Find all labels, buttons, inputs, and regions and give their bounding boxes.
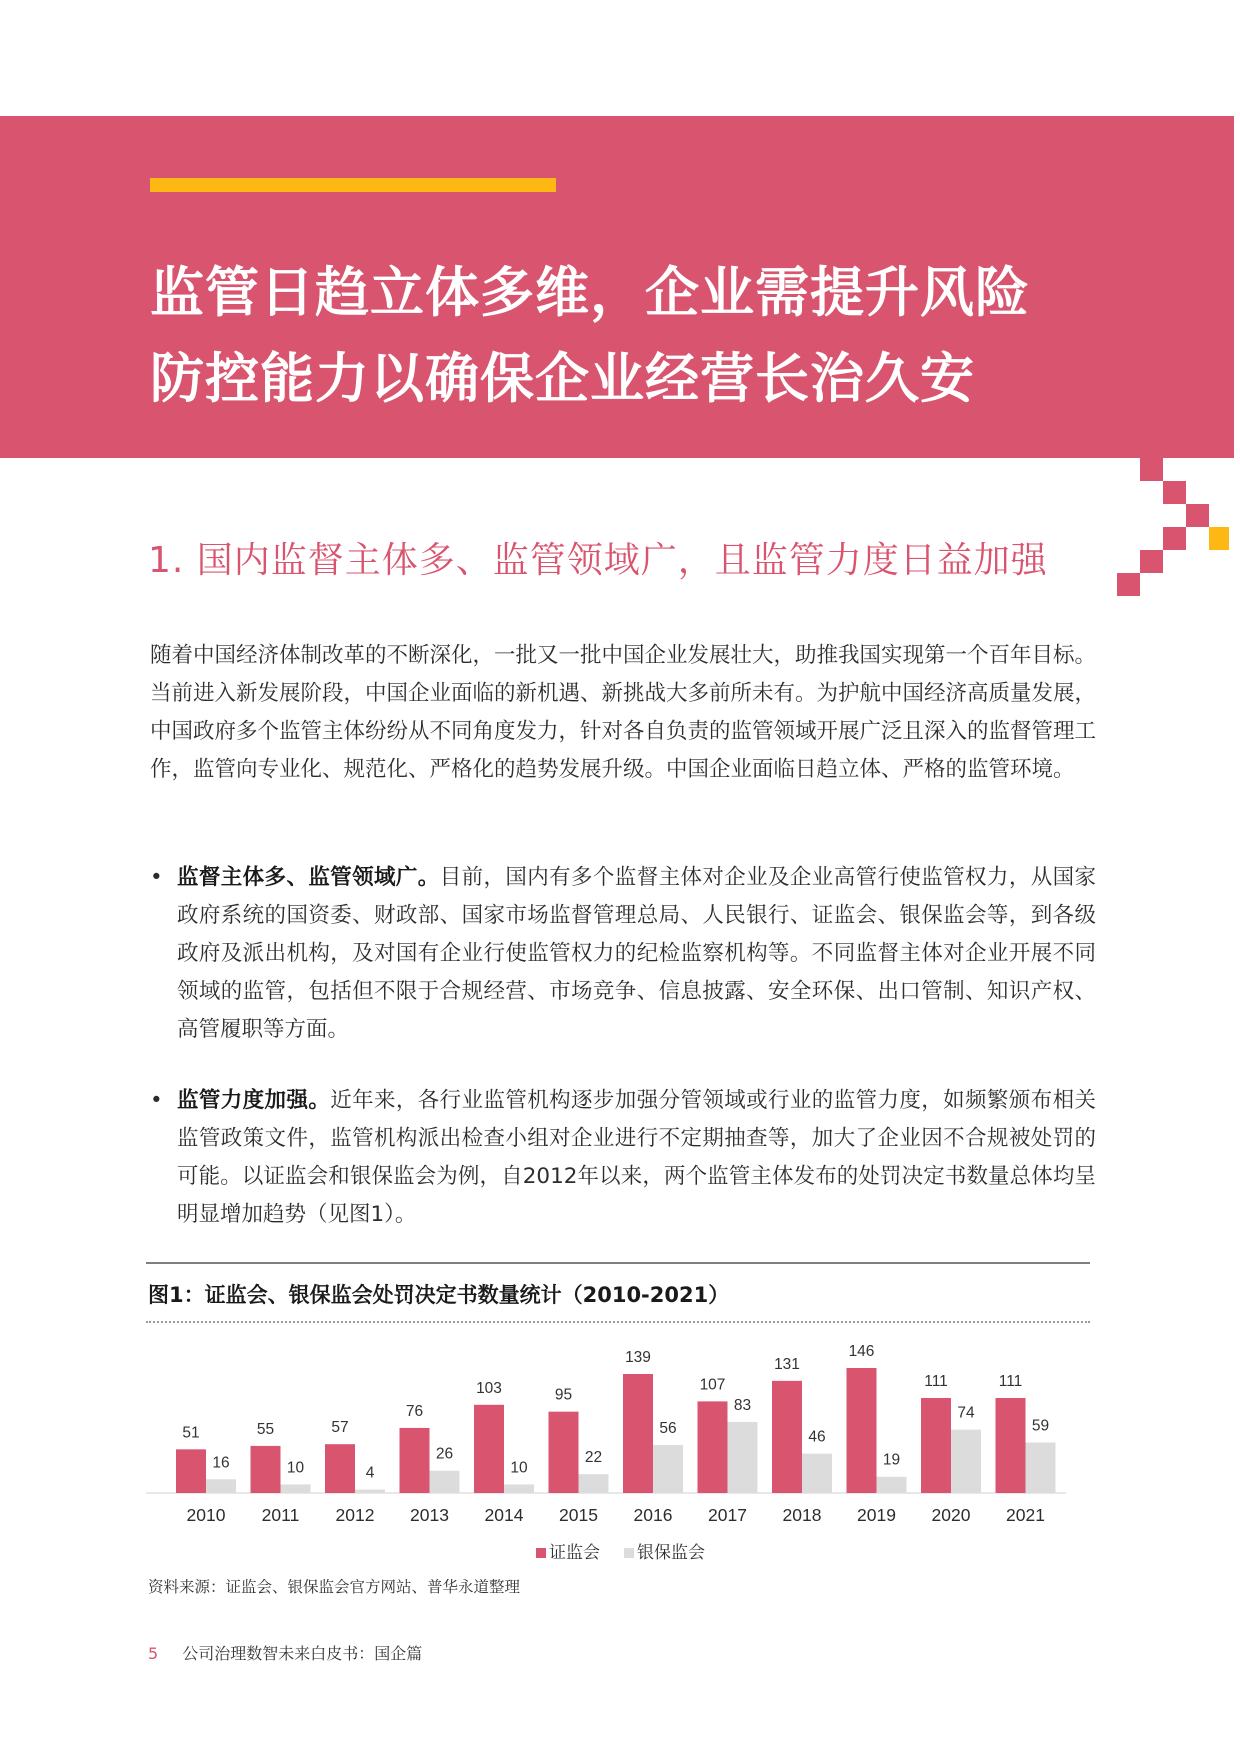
x-tick-label: 2010 — [186, 1505, 226, 1525]
bullet-item — [150, 859, 1096, 1049]
bullet-dot: • — [150, 865, 163, 890]
data-label: 74 — [957, 1404, 975, 1422]
x-tick-label: 2016 — [633, 1505, 673, 1525]
data-label: 57 — [331, 1419, 349, 1437]
data-label: 146 — [848, 1343, 875, 1360]
data-label: 51 — [182, 1424, 200, 1442]
bar-cbirc — [728, 1422, 758, 1493]
x-tick-label: 2013 — [410, 1505, 449, 1525]
legend-label: 证监会 — [549, 1543, 600, 1563]
accent-bar — [150, 178, 556, 192]
page-title-line-1: 监管日趋立体多维，企业需提升风险 — [150, 261, 1030, 324]
legend-swatch — [624, 1548, 634, 1558]
data-label: 103 — [476, 1379, 502, 1397]
data-label: 76 — [405, 1402, 424, 1420]
bar-cbirc — [355, 1490, 385, 1493]
bullet-dot: • — [150, 1088, 163, 1113]
data-label: 46 — [808, 1428, 826, 1446]
bar-cbirc — [802, 1454, 832, 1493]
bar-csrc — [847, 1368, 877, 1493]
data-label: 59 — [1031, 1417, 1050, 1435]
bar-csrc — [549, 1412, 579, 1493]
bar-cbirc — [281, 1484, 311, 1493]
bar-csrc — [325, 1444, 355, 1493]
bar-csrc — [623, 1374, 653, 1493]
x-tick-label: 2015 — [559, 1505, 598, 1525]
data-label: 55 — [256, 1420, 275, 1438]
bullet-lead: 监管力度加强。 — [177, 1088, 331, 1113]
x-tick-label: 2014 — [484, 1505, 524, 1525]
data-label: 95 — [554, 1386, 573, 1404]
bullet-text: 近年来，各行业监管机构逐步加强分管领域或行业的监管力度，如频繁颁布相关监管政策文件，监管机构派出检查小组对企业进行不定期抽查等，加大了企业因不合规被处罚的可能。以证监会和银保监会为例，自2012年以来，两个监管主体发布的处罚决定书数量总体均呈明显增加趋势（见图1）。 — [177, 1088, 1096, 1227]
source-note: 资料来源：证监会、银保监会官方网站、普华永道整理 — [148, 1578, 521, 1596]
data-label: 10 — [510, 1459, 528, 1477]
bar-csrc — [400, 1428, 430, 1493]
data-label: 107 — [699, 1376, 726, 1394]
bar-cbirc — [206, 1479, 236, 1493]
bullet-lead: 监督主体多、监管领域广。 — [177, 865, 440, 890]
data-label: 131 — [774, 1355, 800, 1373]
bullet-item — [150, 1082, 1096, 1234]
page-footer — [148, 1641, 422, 1664]
bar-csrc — [251, 1446, 281, 1493]
bar-cbirc — [504, 1484, 534, 1493]
figure-title: 图1：证监会、银保监会处罚决定书数量统计（2010-2021） — [148, 1283, 730, 1307]
x-tick-label: 2012 — [335, 1505, 375, 1525]
bar-cbirc — [579, 1474, 609, 1493]
bar-cbirc — [877, 1477, 907, 1493]
bar-chart — [146, 1330, 1090, 1570]
x-tick-label: 2011 — [261, 1505, 300, 1525]
data-label: 26 — [435, 1445, 454, 1463]
x-tick-label: 2020 — [931, 1505, 971, 1525]
bar-csrc — [698, 1401, 728, 1493]
bar-csrc — [996, 1398, 1026, 1493]
x-tick-label: 2018 — [782, 1505, 822, 1525]
x-tick-label: 2021 — [1006, 1505, 1045, 1525]
bar-csrc — [772, 1381, 802, 1493]
bar-csrc — [176, 1449, 206, 1493]
x-tick-label: 2019 — [857, 1505, 896, 1525]
page-title — [150, 250, 1150, 422]
data-label: 10 — [286, 1459, 305, 1477]
bullet-text: 目前，国内有多个监督主体对企业及企业高管行使监管权力，从国家政府系统的国资委、财政部、国家市场监督管理总局、人民银行、证监会、银保监会等，到各级政府及派出机构，及对国有企业行使监管权力的纪检监察机构等。不同监督主体对企业开展不同领域的监管，包括但不限于合规经营、市场竞争、信息披露、安全环保、出口管制、知识产权、高管履职等方面。 — [177, 865, 1096, 1042]
bar-csrc — [921, 1398, 951, 1493]
data-label: 83 — [733, 1396, 752, 1414]
legend-label: 银保监会 — [637, 1543, 705, 1563]
footer-title: 公司治理数智未来白皮书：国企篇 — [182, 1644, 423, 1663]
data-label: 4 — [365, 1464, 375, 1482]
legend-swatch — [536, 1548, 546, 1558]
bar-cbirc — [653, 1445, 683, 1493]
bar-cbirc — [430, 1471, 460, 1493]
data-label: 139 — [625, 1348, 651, 1366]
intro-paragraph: 随着中国经济体制改革的不断深化，一批又一批中国企业发展壮大，助推我国实现第一个百年目标。当前进入新发展阶段，中国企业面临的新机遇、新挑战大多前所未有。为护航中国经济高质量发展，中国政府多个监管主体纷纷从不同角度发力，针对各自负责的监管领域开展广泛且深入的监督管理工作，监管向专业化、规范化、严格化的趋势发展升级。中国企业面临日趋立体、严格的监管环境。 — [150, 643, 1097, 782]
page-title-line-2: 防控能力以确保企业经营长治久安 — [150, 347, 975, 410]
page-number: 5 — [148, 1644, 159, 1663]
data-label: 111 — [924, 1372, 948, 1390]
data-label: 16 — [212, 1454, 230, 1472]
section-heading: 1. 国内监督主体多、监管领域广，且监管力度日益加强 — [148, 540, 1048, 581]
data-label: 19 — [882, 1451, 901, 1469]
data-label: 56 — [659, 1420, 677, 1438]
figure-top-rule — [146, 1262, 1090, 1264]
bar-cbirc — [1026, 1442, 1056, 1493]
bar-cbirc — [951, 1430, 981, 1493]
x-tick-label: 2017 — [708, 1505, 747, 1525]
figure-dotted-rule — [146, 1321, 1090, 1323]
data-label: 22 — [584, 1449, 603, 1467]
data-label: 111 — [998, 1372, 1023, 1390]
bar-csrc — [474, 1405, 504, 1493]
